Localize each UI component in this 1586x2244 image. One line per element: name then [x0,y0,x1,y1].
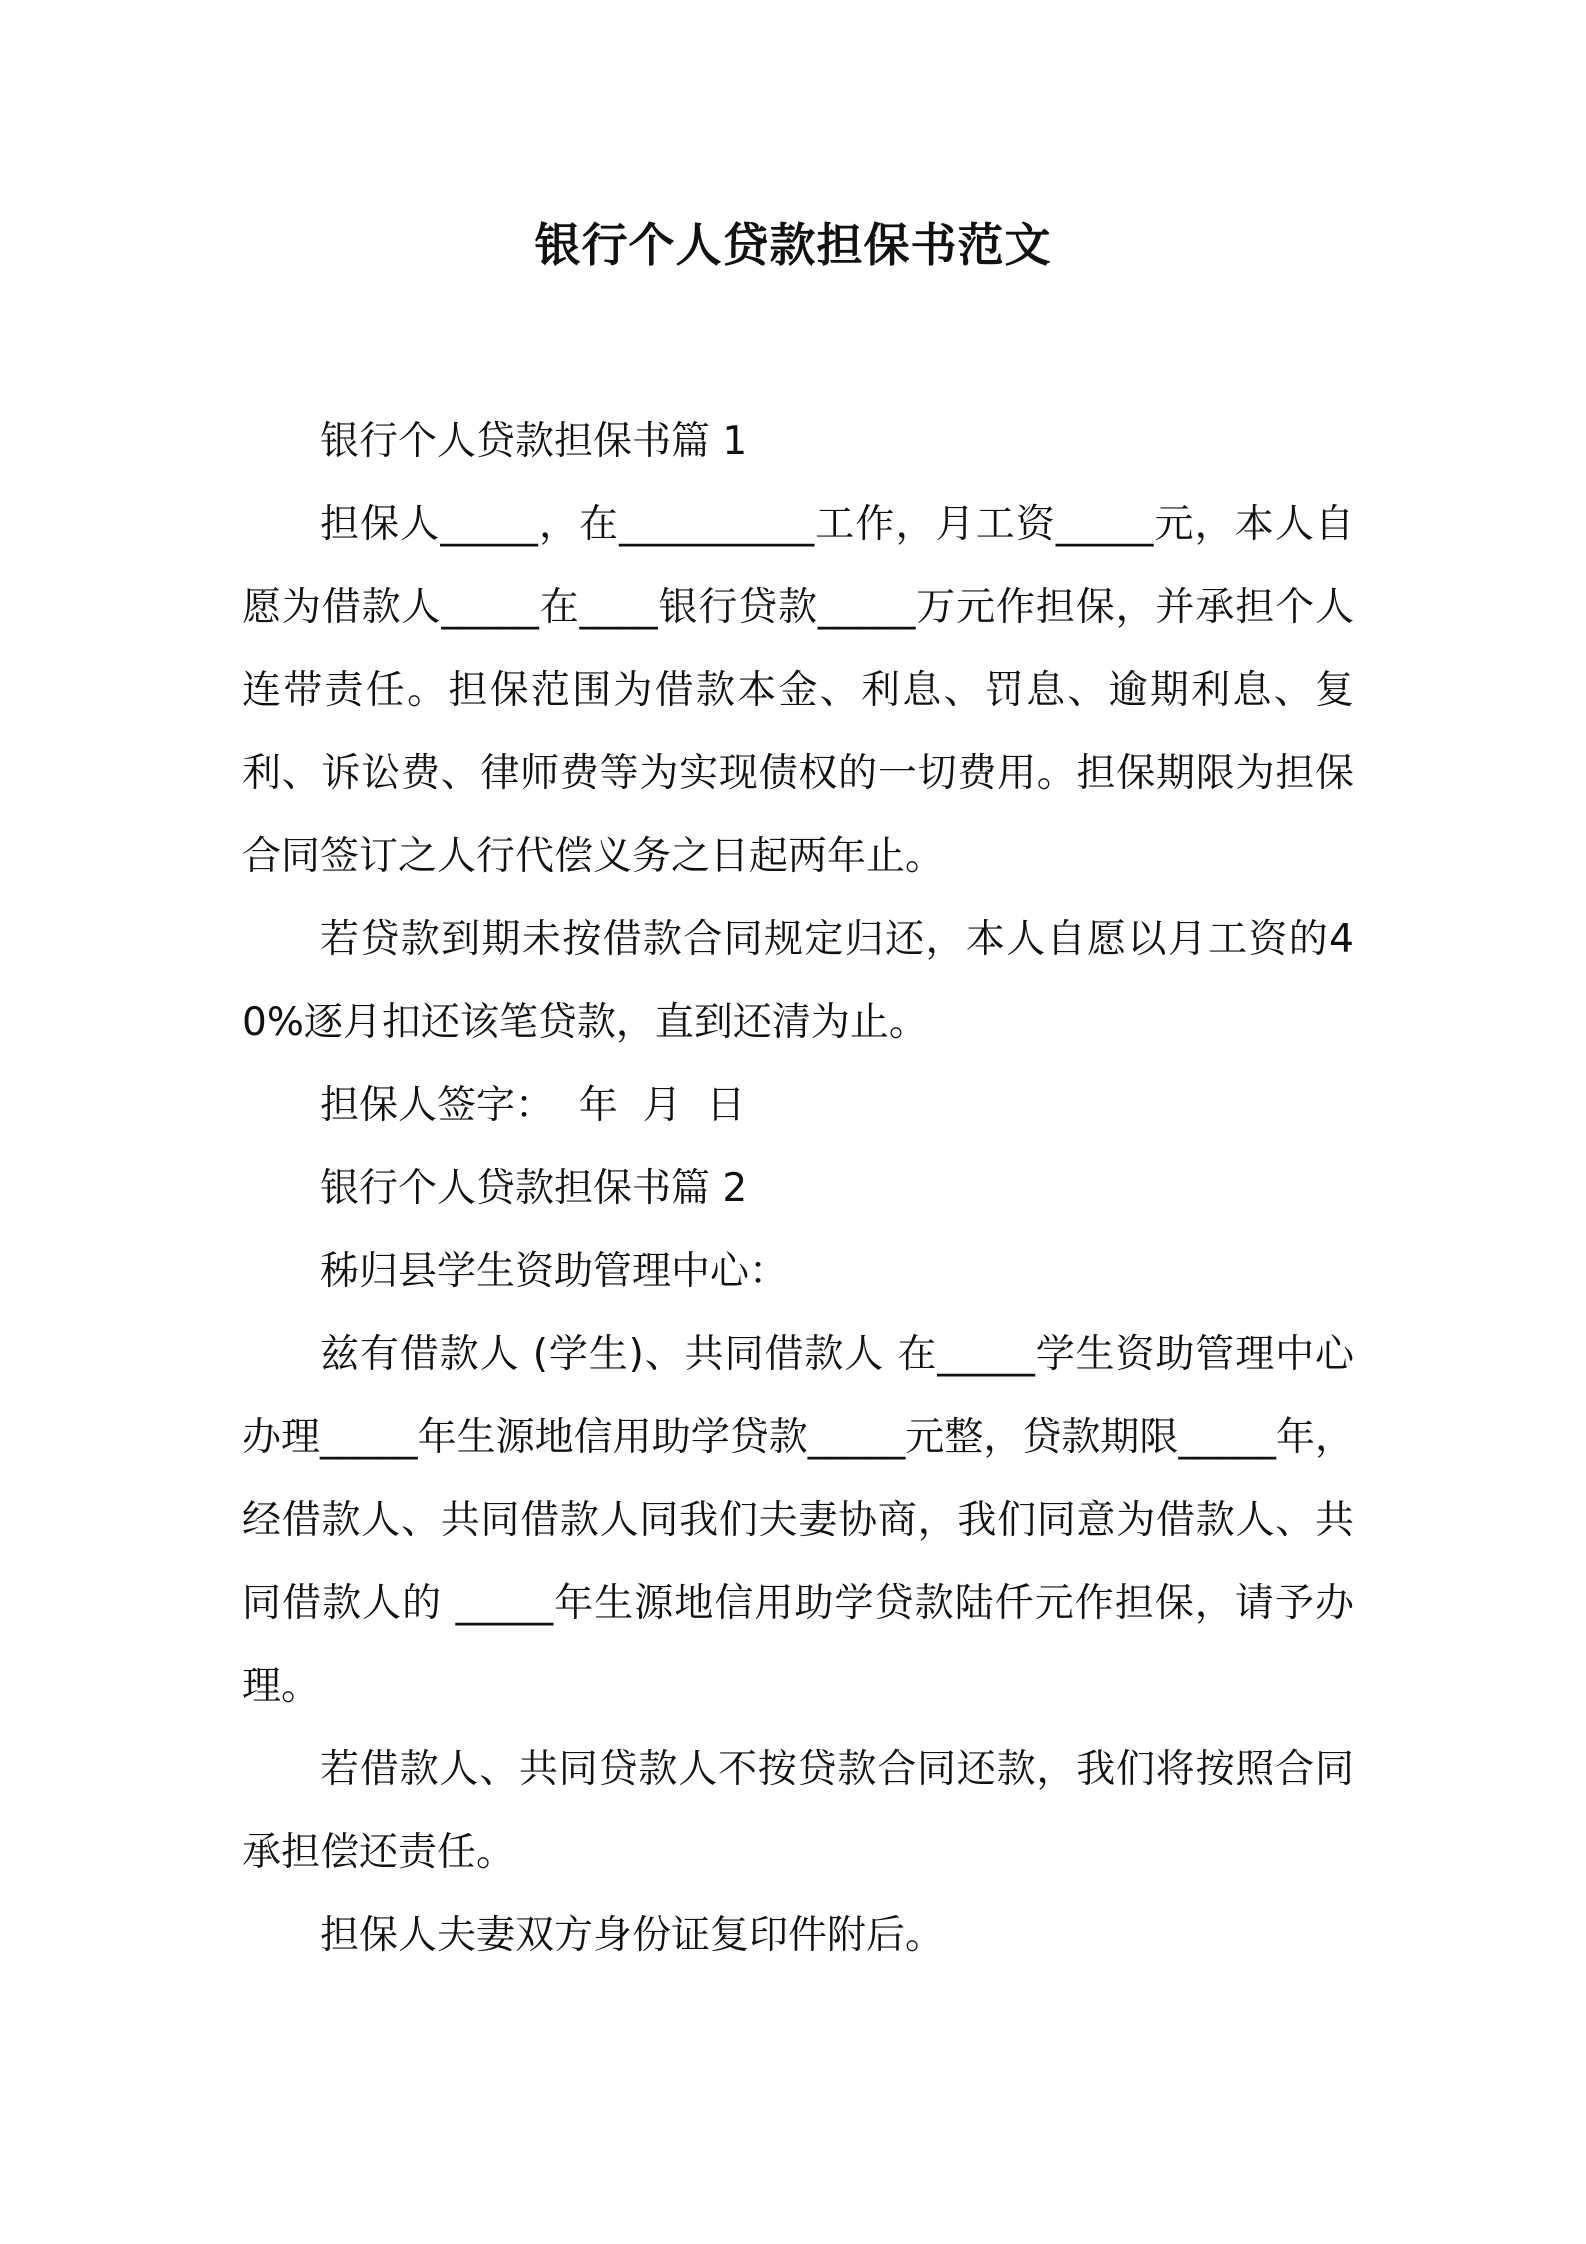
repayment-paragraph-2: 若借款人、共同贷款人不按贷款合同还款，我们将按照合同承担偿还责任。 [242,1747,1354,1875]
guarantee-paragraph-1: 担保人_____，在__________工作，月工资_____元，本人自愿为借款人_____在____银行贷款_____万元作担保，并承担个人连带责任。担保范围为借款本金、利息、罚息、逾期利息、复利、诉讼费、律师费等为实现债权的一切费用。担保期限为担保合同签订之人行代偿义务之日起两年止。 [242,502,1354,879]
repayment-paragraph-1: 若贷款到期未按借款合同规定归还，本人自愿以月工资的40%逐月扣还该笔贷款，直到还清为止。 [242,917,1354,1045]
section-heading-1: 银行个人贷款担保书篇 1 [320,419,748,464]
guarantee-paragraph-2: 兹有借款人 (学生)、共同借款人 在_____学生资助管理中心办理_____年生源地信用助学贷款_____元整，贷款期限_____年，经借款人、共同借款人同我们夫妻协商，我们同意为借款人、共同借款人的 _____年生源地信用助学贷款陆仟元作担保，请予办理。 [242,1332,1354,1709]
document-body [242,400,1354,1977]
section-heading-2: 银行个人贷款担保书篇 2 [320,1166,748,1211]
document-title: 银行个人贷款担保书范文 [534,218,1052,272]
attachment-note: 担保人夫妻双方身份证复印件附后。 [320,1913,945,1958]
addressee-line: 秭归县学生资助管理中心： [320,1249,789,1294]
signature-line: 担保人签字： 年 月 日 [320,1083,746,1128]
